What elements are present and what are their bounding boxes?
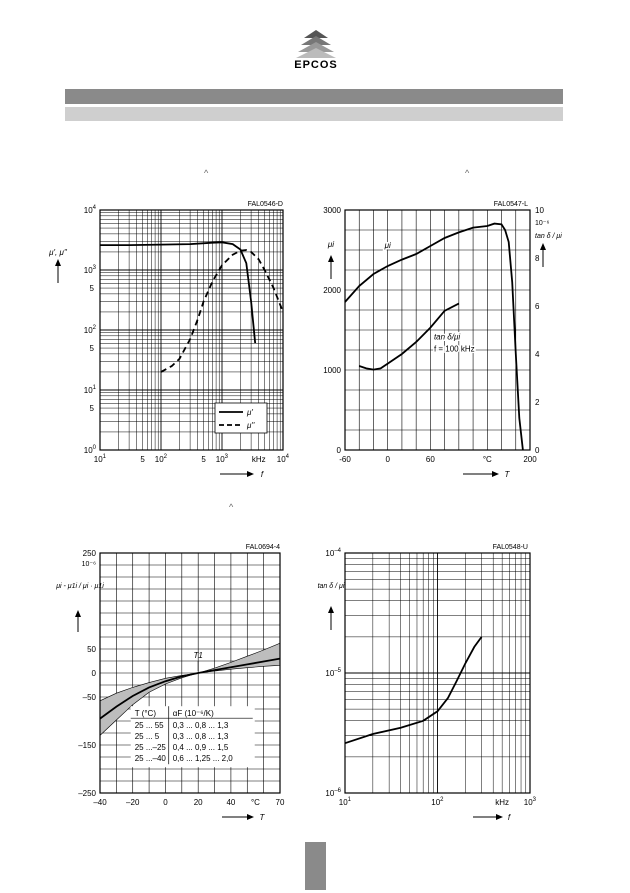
y2-tick-label: 0 [535, 446, 540, 455]
x-axis-arrow-head [496, 814, 503, 820]
y-tick-label: 1000 [323, 366, 341, 375]
x-axis-arrow-head [247, 814, 254, 820]
legend-label: μ'' [247, 421, 255, 430]
y-axis-arrow-head [75, 610, 81, 617]
x-axis-label: T [504, 470, 510, 479]
mark: ^ [465, 168, 470, 178]
epcos-logo-icon [296, 28, 336, 58]
x-tick-label: 5 [140, 455, 145, 464]
coeff-table-cell: 0,4 ... 0,9 ... 1,5 [172, 743, 229, 753]
y-tick-label: –50 [82, 693, 96, 702]
y2-tick-label: 8 [535, 254, 540, 263]
x-unit-label: kHz [495, 798, 510, 807]
condition-label: f = 100 kHz [433, 344, 475, 354]
coeff-table-cell: 0,3 ... 0,8 ... 1,3 [172, 721, 229, 731]
y-axis-arrow-head [328, 255, 334, 262]
x-axis-label: f [260, 470, 264, 479]
coeff-table-cell: 25 ... 5 [134, 732, 160, 742]
x-tick-label: 0 [163, 798, 168, 807]
x-tick-label: 60 [425, 455, 435, 464]
y2-tick-label: 10 [535, 206, 544, 215]
y2-tick-label: 6 [535, 302, 540, 311]
coeff-table-cell: 0,3 ... 0,8 ... 1,3 [172, 732, 229, 742]
y2-axis-arrow-head [540, 243, 546, 250]
y-tick-label: $10^4$ [83, 205, 96, 215]
y2-tick-label: 2 [535, 398, 540, 407]
x-tick-label: –40 [93, 798, 107, 807]
y2-unit-label: 10⁻⁶ [535, 220, 550, 227]
y2-tick-label: 4 [535, 350, 540, 359]
x-tick-label: $10^3$ [215, 454, 228, 464]
x-unit-label: °C [250, 798, 260, 807]
page-tab [305, 842, 326, 890]
x-unit-label: kHz [251, 455, 266, 464]
y-tick-label: $10^{-4}$ [325, 548, 341, 558]
y-tick-label: 0 [91, 669, 96, 678]
coeff-table-cell: 0,6 ... 1,25 ... 2,0 [172, 754, 233, 764]
x-tick-label: –20 [126, 798, 140, 807]
x-axis-arrow-head [492, 471, 499, 477]
y-axis-arrow-head [328, 606, 334, 613]
x-tick-label: 0 [385, 455, 390, 464]
y-tick-label: 50 [87, 645, 96, 654]
subheader-band [65, 107, 563, 121]
y-tick-label: 2000 [323, 286, 341, 295]
chart-code: FAL0548-U [492, 544, 528, 551]
header-band [65, 89, 563, 104]
coeff-table-cell: 25 ...–40 [134, 754, 166, 764]
x-axis-label: T [259, 813, 265, 822]
y-tick-label: $10^2$ [83, 325, 96, 335]
y-tick-label: –150 [78, 741, 96, 750]
y-tick-label: $10^{-5}$ [325, 668, 341, 678]
coeff-table-header: αF (10⁻⁶/K) [172, 709, 214, 719]
x-tick-label: 40 [226, 798, 236, 807]
reference-point-label: T1 [193, 651, 203, 660]
y-tick-label: 3000 [323, 206, 341, 215]
chart-code: FAL0546-D [247, 201, 283, 208]
chart-permeability-temperature [315, 195, 595, 485]
chart-temperature-coefficient [40, 538, 310, 828]
y-tick-label: $10^{-6}$ [325, 788, 341, 798]
x-tick-label: $10^1$ [93, 454, 106, 464]
chart-loss-factor-frequency [315, 538, 595, 828]
y-axis-label: μi [327, 240, 335, 249]
x-tick-label: 5 [201, 455, 206, 464]
series-tan-delta [345, 637, 482, 743]
curve-label-mu-i: μi [384, 241, 391, 250]
x-unit-label: °C [482, 455, 492, 464]
y-tick-label: $10^3$ [83, 265, 96, 275]
x-tick-label: 200 [523, 455, 537, 464]
y-tick-label: 5 [89, 404, 94, 414]
x-tick-label: -60 [339, 455, 351, 464]
mark: ^ [204, 168, 209, 178]
x-tick-label: $10^3$ [523, 797, 536, 807]
y-axis-label: tan δ / μi [317, 583, 345, 590]
coeff-table-cell: 25 ... 55 [134, 721, 164, 731]
x-axis-label: f [507, 813, 511, 822]
y-tick-label: 250 [82, 549, 96, 558]
y-unit-label: 10⁻⁶ [81, 561, 96, 568]
y-tick-label: 5 [89, 284, 94, 294]
y2-axis-label: tan δ / μi [535, 233, 562, 240]
y-axis-arrow-head [55, 259, 61, 266]
y-tick-label: –250 [78, 789, 96, 798]
curve-label-tan-delta: tan δ/μi [433, 332, 461, 342]
x-axis-arrow-head [247, 471, 254, 477]
brand-name: EPCOS [294, 59, 338, 71]
y-tick-label: $10^1$ [83, 385, 96, 395]
x-tick-label: $10^4$ [276, 454, 289, 464]
chart-permeability-frequency [40, 195, 310, 485]
x-tick-label: $10^2$ [431, 797, 444, 807]
y-tick-label: 5 [89, 344, 94, 354]
x-tick-label: $10^1$ [338, 797, 351, 807]
chart-code: FAL0547-L [493, 201, 528, 208]
legend-box [215, 403, 267, 433]
x-tick-label: 70 [275, 798, 285, 807]
series-mu-real [100, 242, 255, 343]
chart-code: FAL0694-4 [245, 544, 280, 551]
coeff-table-cell: 25 ...–25 [134, 743, 166, 753]
y-axis-label: μi - μ1i / μi · μ1i [56, 583, 104, 590]
legend-label: μ' [247, 408, 253, 417]
epcos-logo [278, 28, 354, 78]
coeff-table-header: T (°C) [134, 709, 157, 719]
y-axis-label: μ', μ'' [49, 248, 67, 257]
y-tick-label: $10^0$ [83, 445, 96, 455]
x-tick-label: $10^2$ [154, 454, 167, 464]
mark: ^ [229, 502, 234, 512]
x-tick-label: 20 [193, 798, 203, 807]
y-tick-label: 0 [336, 446, 341, 455]
